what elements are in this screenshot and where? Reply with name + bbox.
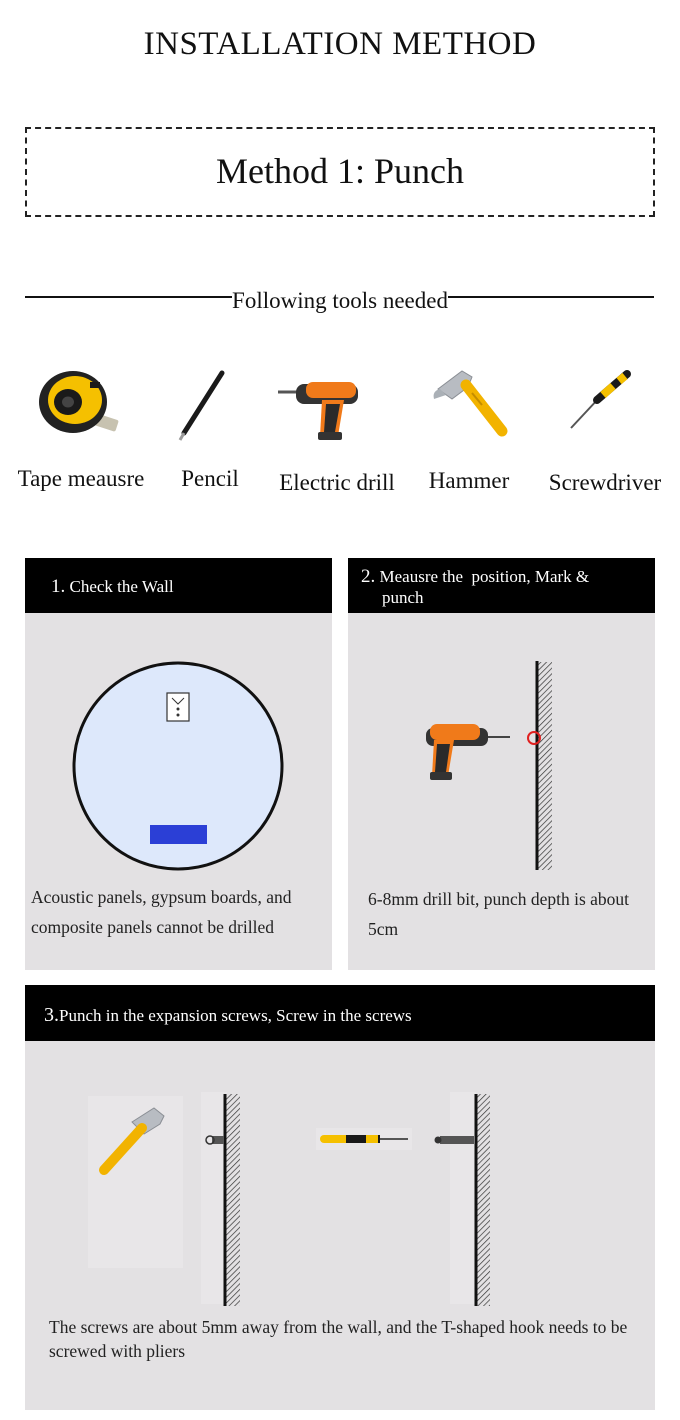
step1-description: Acoustic panels, gypsum boards, and composite panels cannot be drilled [31, 887, 292, 937]
step1-number: 1. [51, 576, 66, 597]
screw-install-illustration [88, 1090, 498, 1310]
step3-number: 3. [44, 1004, 59, 1026]
step3-header [25, 985, 655, 1041]
step2-header [348, 558, 655, 613]
step1-title: Check the Wall [69, 577, 174, 596]
step3-title: Punch in the expansion screws, Screw in the screws [59, 1006, 412, 1025]
step1-header [25, 558, 332, 613]
tool-label-screwdriver: Screwdriver [548, 470, 662, 495]
step2-number: 2. [361, 566, 376, 587]
pencil-icon [170, 365, 235, 445]
screwdriver-icon [565, 368, 635, 433]
tool-label-electric-drill: Electric drill [279, 470, 395, 495]
hammer-icon [428, 365, 513, 445]
method-title: Method 1: Punch [216, 151, 464, 191]
step3-description: The screws are about 5mm away from the wall, and the T-shaped hook needs to be screwed with pliers [49, 1317, 628, 1361]
tools-heading: Following tools needed [232, 288, 448, 313]
page-title: INSTALLATION METHOD [143, 26, 537, 62]
step2-title-line1: Meausre the position, Mark & [379, 567, 590, 586]
step2-description: 6-8mm drill bit, punch depth is about 5cm [368, 889, 630, 939]
step2-title-line2: punch [382, 588, 424, 607]
wall-check-illustration [72, 660, 286, 872]
tool-label-tape-measure: Tape meausre [17, 466, 145, 491]
tool-label-pencil: Pencil [181, 466, 239, 491]
drill-mark-illustration [420, 658, 560, 873]
electric-drill-icon [276, 370, 371, 442]
tool-label-hammer: Hammer [428, 468, 510, 493]
tape-measure-icon [30, 362, 125, 447]
